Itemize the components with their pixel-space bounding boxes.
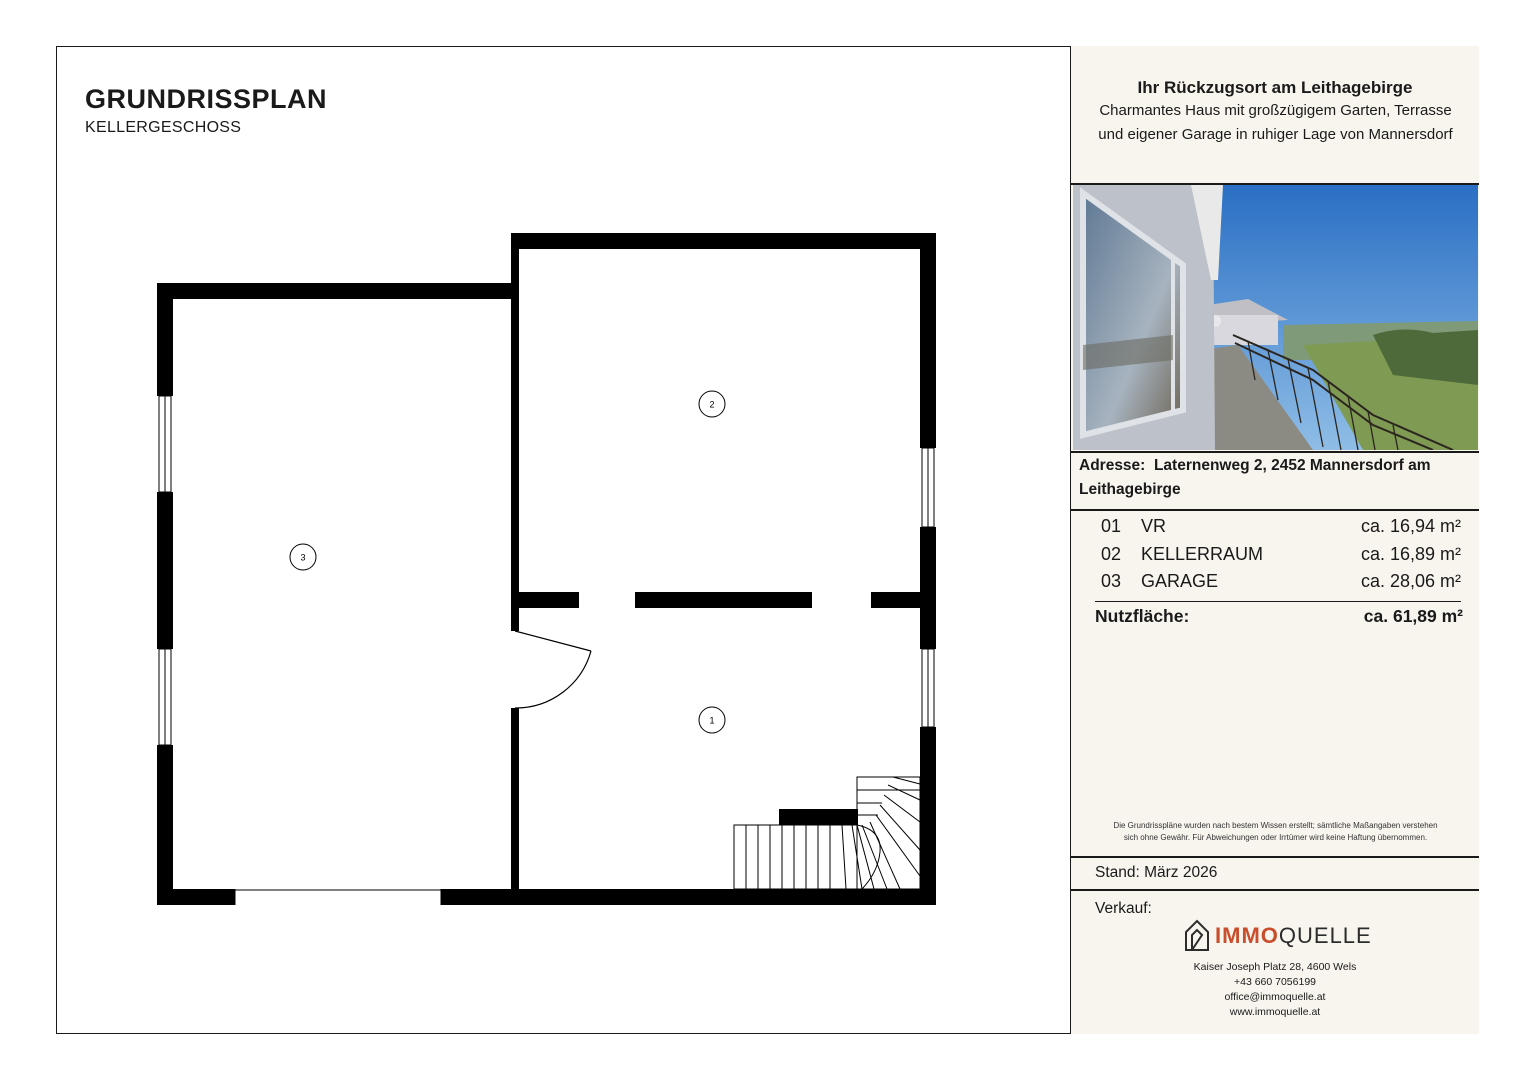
room-row bbox=[1101, 516, 1461, 544]
contact-web: www.immoquelle.at bbox=[1229, 1006, 1321, 1018]
wall-top-left bbox=[157, 283, 515, 299]
info-sidebar bbox=[1070, 46, 1479, 1034]
wall-mid-1 bbox=[511, 592, 579, 608]
address-value: Laternenweg 2, 2452 Mannersdorf am Leithagebirge bbox=[1079, 457, 1431, 498]
contact-phone: +43 660 7056199 bbox=[1233, 976, 1317, 988]
divider bbox=[1071, 889, 1479, 891]
logo-quelle: QUELLE bbox=[1278, 923, 1372, 948]
room-number: 01 bbox=[1101, 516, 1122, 536]
divider bbox=[1071, 856, 1479, 858]
stand-date: Stand: März 2026 bbox=[1095, 864, 1218, 881]
logo-immo: IMMO bbox=[1215, 923, 1279, 948]
verkauf-label: Verkauf: bbox=[1095, 900, 1152, 917]
total-label: Nutzfläche: bbox=[1095, 606, 1190, 626]
plan-subtitle: KELLERGESCHOSS bbox=[85, 119, 242, 136]
total-area: ca. 61,89 m² bbox=[1363, 606, 1463, 626]
wall-bottom-1 bbox=[157, 889, 235, 905]
staircase bbox=[734, 777, 920, 889]
room-name: GARAGE bbox=[1141, 571, 1219, 591]
wall-left-3 bbox=[157, 745, 173, 905]
wall-interior-1 bbox=[511, 233, 519, 631]
wall-right-2 bbox=[920, 527, 936, 649]
immoquelle-logo bbox=[1183, 919, 1383, 951]
total-divider bbox=[1095, 601, 1461, 602]
disclaimer-line-2: sich ohne Gewähr. Für Abweichungen oder Irrtümer wird keine Haftung übernommen. bbox=[1123, 833, 1428, 842]
room-row bbox=[1101, 571, 1461, 599]
wall-top-right bbox=[511, 233, 936, 249]
room-area: ca. 28,06 m² bbox=[1360, 571, 1461, 591]
wall-left-2 bbox=[157, 492, 173, 649]
house-icon bbox=[1183, 919, 1211, 951]
room-marker-2-label: 2 bbox=[709, 399, 715, 410]
contact-email: office@immoquelle.at bbox=[1224, 991, 1326, 1003]
wall-right-3 bbox=[920, 727, 936, 905]
room-name: KELLERRAUM bbox=[1141, 543, 1264, 564]
room-list bbox=[1101, 516, 1461, 599]
total-row bbox=[1095, 606, 1463, 627]
disclaimer-line-1: Die Grundrisspläne wurden nach bestem Wissen erstellt; sämtliche Maßangaben verstehen bbox=[1113, 821, 1438, 830]
wall-right-1 bbox=[920, 233, 936, 448]
plan-title: GRUNDRISSPLAN bbox=[85, 84, 328, 114]
address-label: Adresse: bbox=[1079, 457, 1146, 474]
wall-interior-2 bbox=[511, 708, 519, 890]
room-row bbox=[1101, 544, 1461, 572]
listing-description: Charmantes Haus mit großzügigem Garten, Terrasse und eigener Garage in ruhiger Lage von Mannersdorf bbox=[1098, 102, 1453, 143]
divider bbox=[1071, 509, 1479, 511]
room-number: 03 bbox=[1101, 571, 1122, 591]
wall-bottom-2 bbox=[441, 889, 936, 905]
room-marker-2 bbox=[699, 391, 725, 417]
disclaimer bbox=[1083, 820, 1468, 844]
wall-mid-3 bbox=[871, 592, 928, 608]
listing-title: Ihr Rückzugsort am Leithagebirge bbox=[1137, 78, 1413, 97]
wall-left-1 bbox=[157, 283, 173, 396]
door-swing bbox=[515, 631, 591, 708]
wall-mid-2 bbox=[635, 592, 812, 608]
room-marker-1-label: 1 bbox=[709, 715, 715, 726]
address-block bbox=[1079, 454, 1474, 502]
room-marker-3 bbox=[290, 544, 316, 570]
room-marker-3-label: 3 bbox=[300, 552, 306, 563]
contact-block bbox=[1071, 960, 1479, 1020]
room-marker-1 bbox=[699, 707, 725, 733]
room-area: ca. 16,89 m² bbox=[1360, 543, 1461, 564]
room-name: VR bbox=[1141, 516, 1167, 536]
property-photo bbox=[1073, 185, 1478, 450]
room-area: ca. 16,94 m² bbox=[1360, 516, 1461, 536]
contact-address: Kaiser Joseph Platz 28, 4600 Wels bbox=[1193, 961, 1357, 973]
room-number: 02 bbox=[1101, 543, 1122, 564]
divider bbox=[1071, 451, 1479, 453]
stair-wall bbox=[779, 809, 858, 825]
